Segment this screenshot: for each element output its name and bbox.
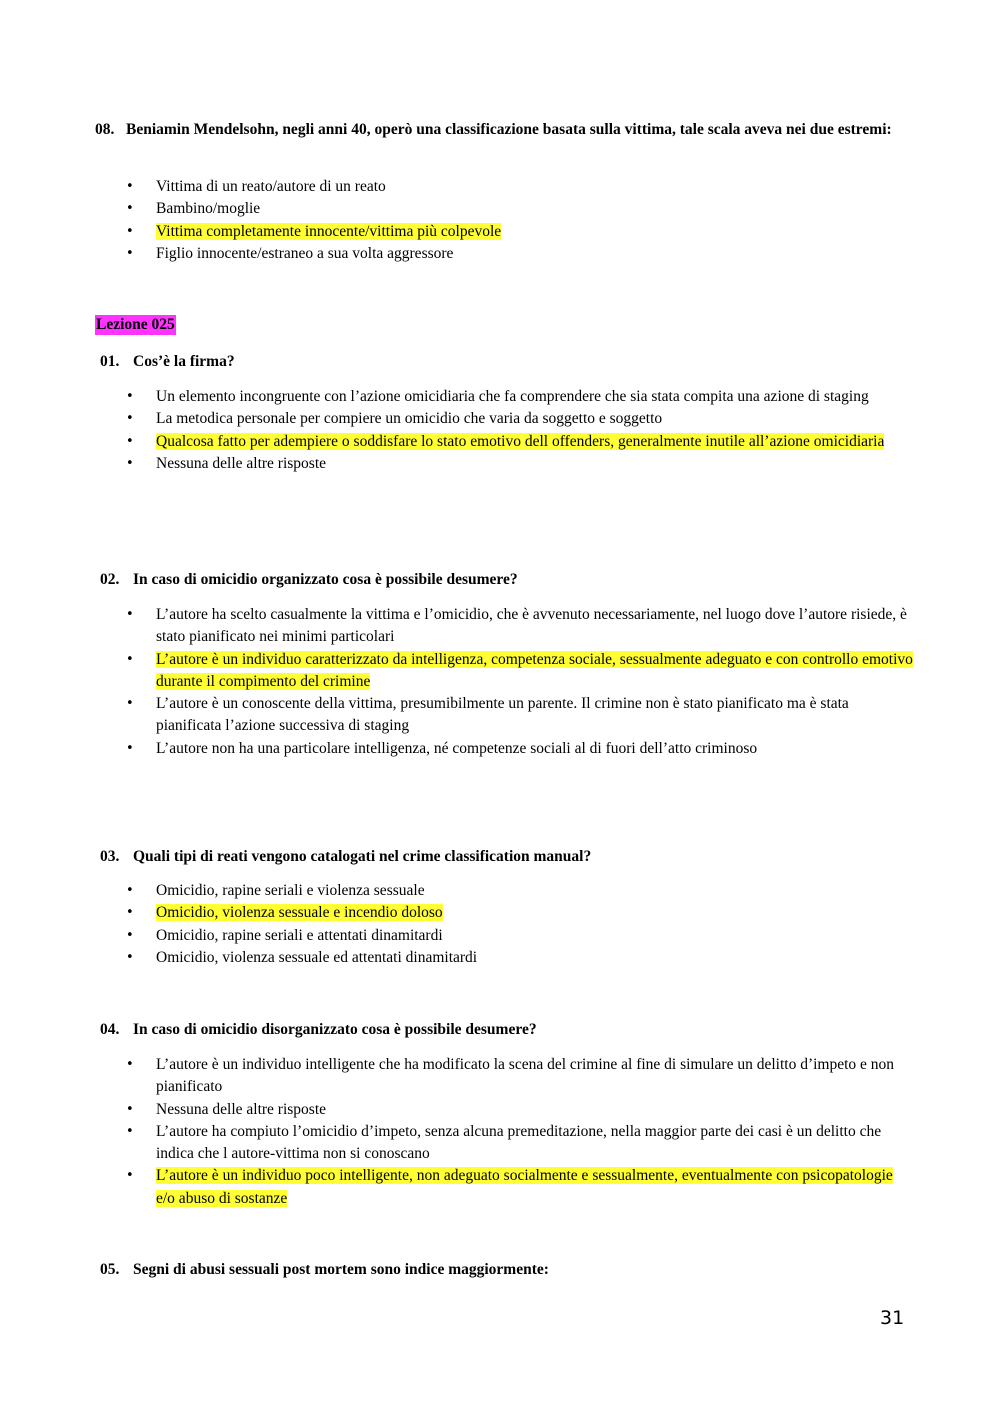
question-04-text: In caso di omicidio disorganizzato cosa è possibile desumere? xyxy=(133,1021,537,1038)
page-number: 31 xyxy=(880,1307,905,1329)
option-item: Omicidio, rapine seriali e attentati dinamitardi xyxy=(156,926,443,944)
question-01-options xyxy=(124,386,914,475)
option-item-correct: L’autore è un individuo caratterizzato da intelligenza, competenza sociale, sessualmente adeguato e con controllo emotivo durante il compimento del crimine xyxy=(156,650,913,690)
question-02-text: In caso di omicidio organizzato cosa è possibile desumere? xyxy=(133,571,518,588)
question-02-options xyxy=(124,604,914,760)
question-01-text: Cos’è la firma? xyxy=(133,353,235,370)
question-03 xyxy=(100,846,591,868)
option-item: L’autore ha compiuto l’omicidio d’impeto, senza alcuna premeditazione, nella maggior parte dei casi è un delitto che indica che l autore-vittima non si conoscano xyxy=(156,1122,882,1163)
question-01 xyxy=(100,351,235,373)
option-item: Omicidio, violenza sessuale ed attentati dinamitardi xyxy=(156,948,478,966)
question-03-text: Quali tipi di reati vengono catalogati nel crime classification manual? xyxy=(133,848,592,865)
question-08-options xyxy=(124,176,914,265)
option-item: Un elemento incongruente con l’azione omicidiaria che fa comprendere che sia stata compita una azione di staging xyxy=(156,388,869,405)
option-item: Nessuna delle altre risposte xyxy=(156,454,327,472)
option-item: Omicidio, rapine seriali e violenza sessuale xyxy=(156,882,425,899)
option-item-correct: L’autore è un individuo poco intelligente, non adeguato socialmente e sessualmente, eventualmente con psicopatologie e/o abuso di sostanze xyxy=(156,1167,893,1207)
question-08 xyxy=(95,119,910,141)
question-08-text: 08. Beniamin Mendelsohn, negli anni 40, operò una classificazione basata sulla vittima, tale scala aveva nei due estremi: xyxy=(95,121,892,138)
option-item-correct: Vittima completamente innocente/vittima più colpevole xyxy=(156,222,502,240)
option-item: L’autore non ha una particolare intelligenza, né competenze sociali al di fuori dell’atto criminoso xyxy=(156,739,758,757)
question-05-text: Segni di abusi sessuali post mortem sono indice maggiormente: xyxy=(133,1261,549,1278)
question-03-options xyxy=(124,880,914,969)
question-04 xyxy=(100,1019,537,1041)
option-item: La metodica personale per compiere un omicidio che varia da soggetto e soggetto xyxy=(156,410,663,428)
question-number: 03. xyxy=(100,848,120,865)
option-item: Bambino/moglie xyxy=(156,200,261,218)
option-item-correct: Qualcosa fatto per adempiere o soddisfare lo stato emotivo dell offenders, generalmente inutile all’azione omicidiaria xyxy=(156,432,885,450)
question-04-options xyxy=(124,1054,914,1210)
question-05 xyxy=(100,1259,549,1281)
option-item: L’autore è un conoscente della vittima, presumibilmente un parente. Il crimine non è stato pianificato ma è stata pianificata l’azione successiva di staging xyxy=(156,695,849,735)
question-number: 05. xyxy=(100,1261,120,1278)
question-02 xyxy=(100,569,518,591)
option-item: Figlio innocente/estraneo a sua volta aggressore xyxy=(156,244,454,262)
lesson-heading: Lezione 025 xyxy=(96,316,175,333)
option-item: L’autore è un individuo intelligente che ha modificato la scena del crimine al fine di simulare un delitto d’impeto e non pianificato xyxy=(156,1056,895,1096)
option-item: Nessuna delle altre risposte xyxy=(156,1100,327,1118)
option-item: Vittima di un reato/autore di un reato xyxy=(156,178,386,195)
question-number: 01. xyxy=(100,353,120,370)
question-number: 04. xyxy=(100,1021,120,1038)
option-item: L’autore ha scelto casualmente la vittima e l’omicidio, che è avvenuto necessariamente, nel luogo dove l’autore risiede, è stato pianificato nei minimi particolari xyxy=(156,606,907,646)
question-number: 02. xyxy=(100,571,120,588)
option-item-correct: Omicidio, violenza sessuale e incendio doloso xyxy=(156,904,443,922)
